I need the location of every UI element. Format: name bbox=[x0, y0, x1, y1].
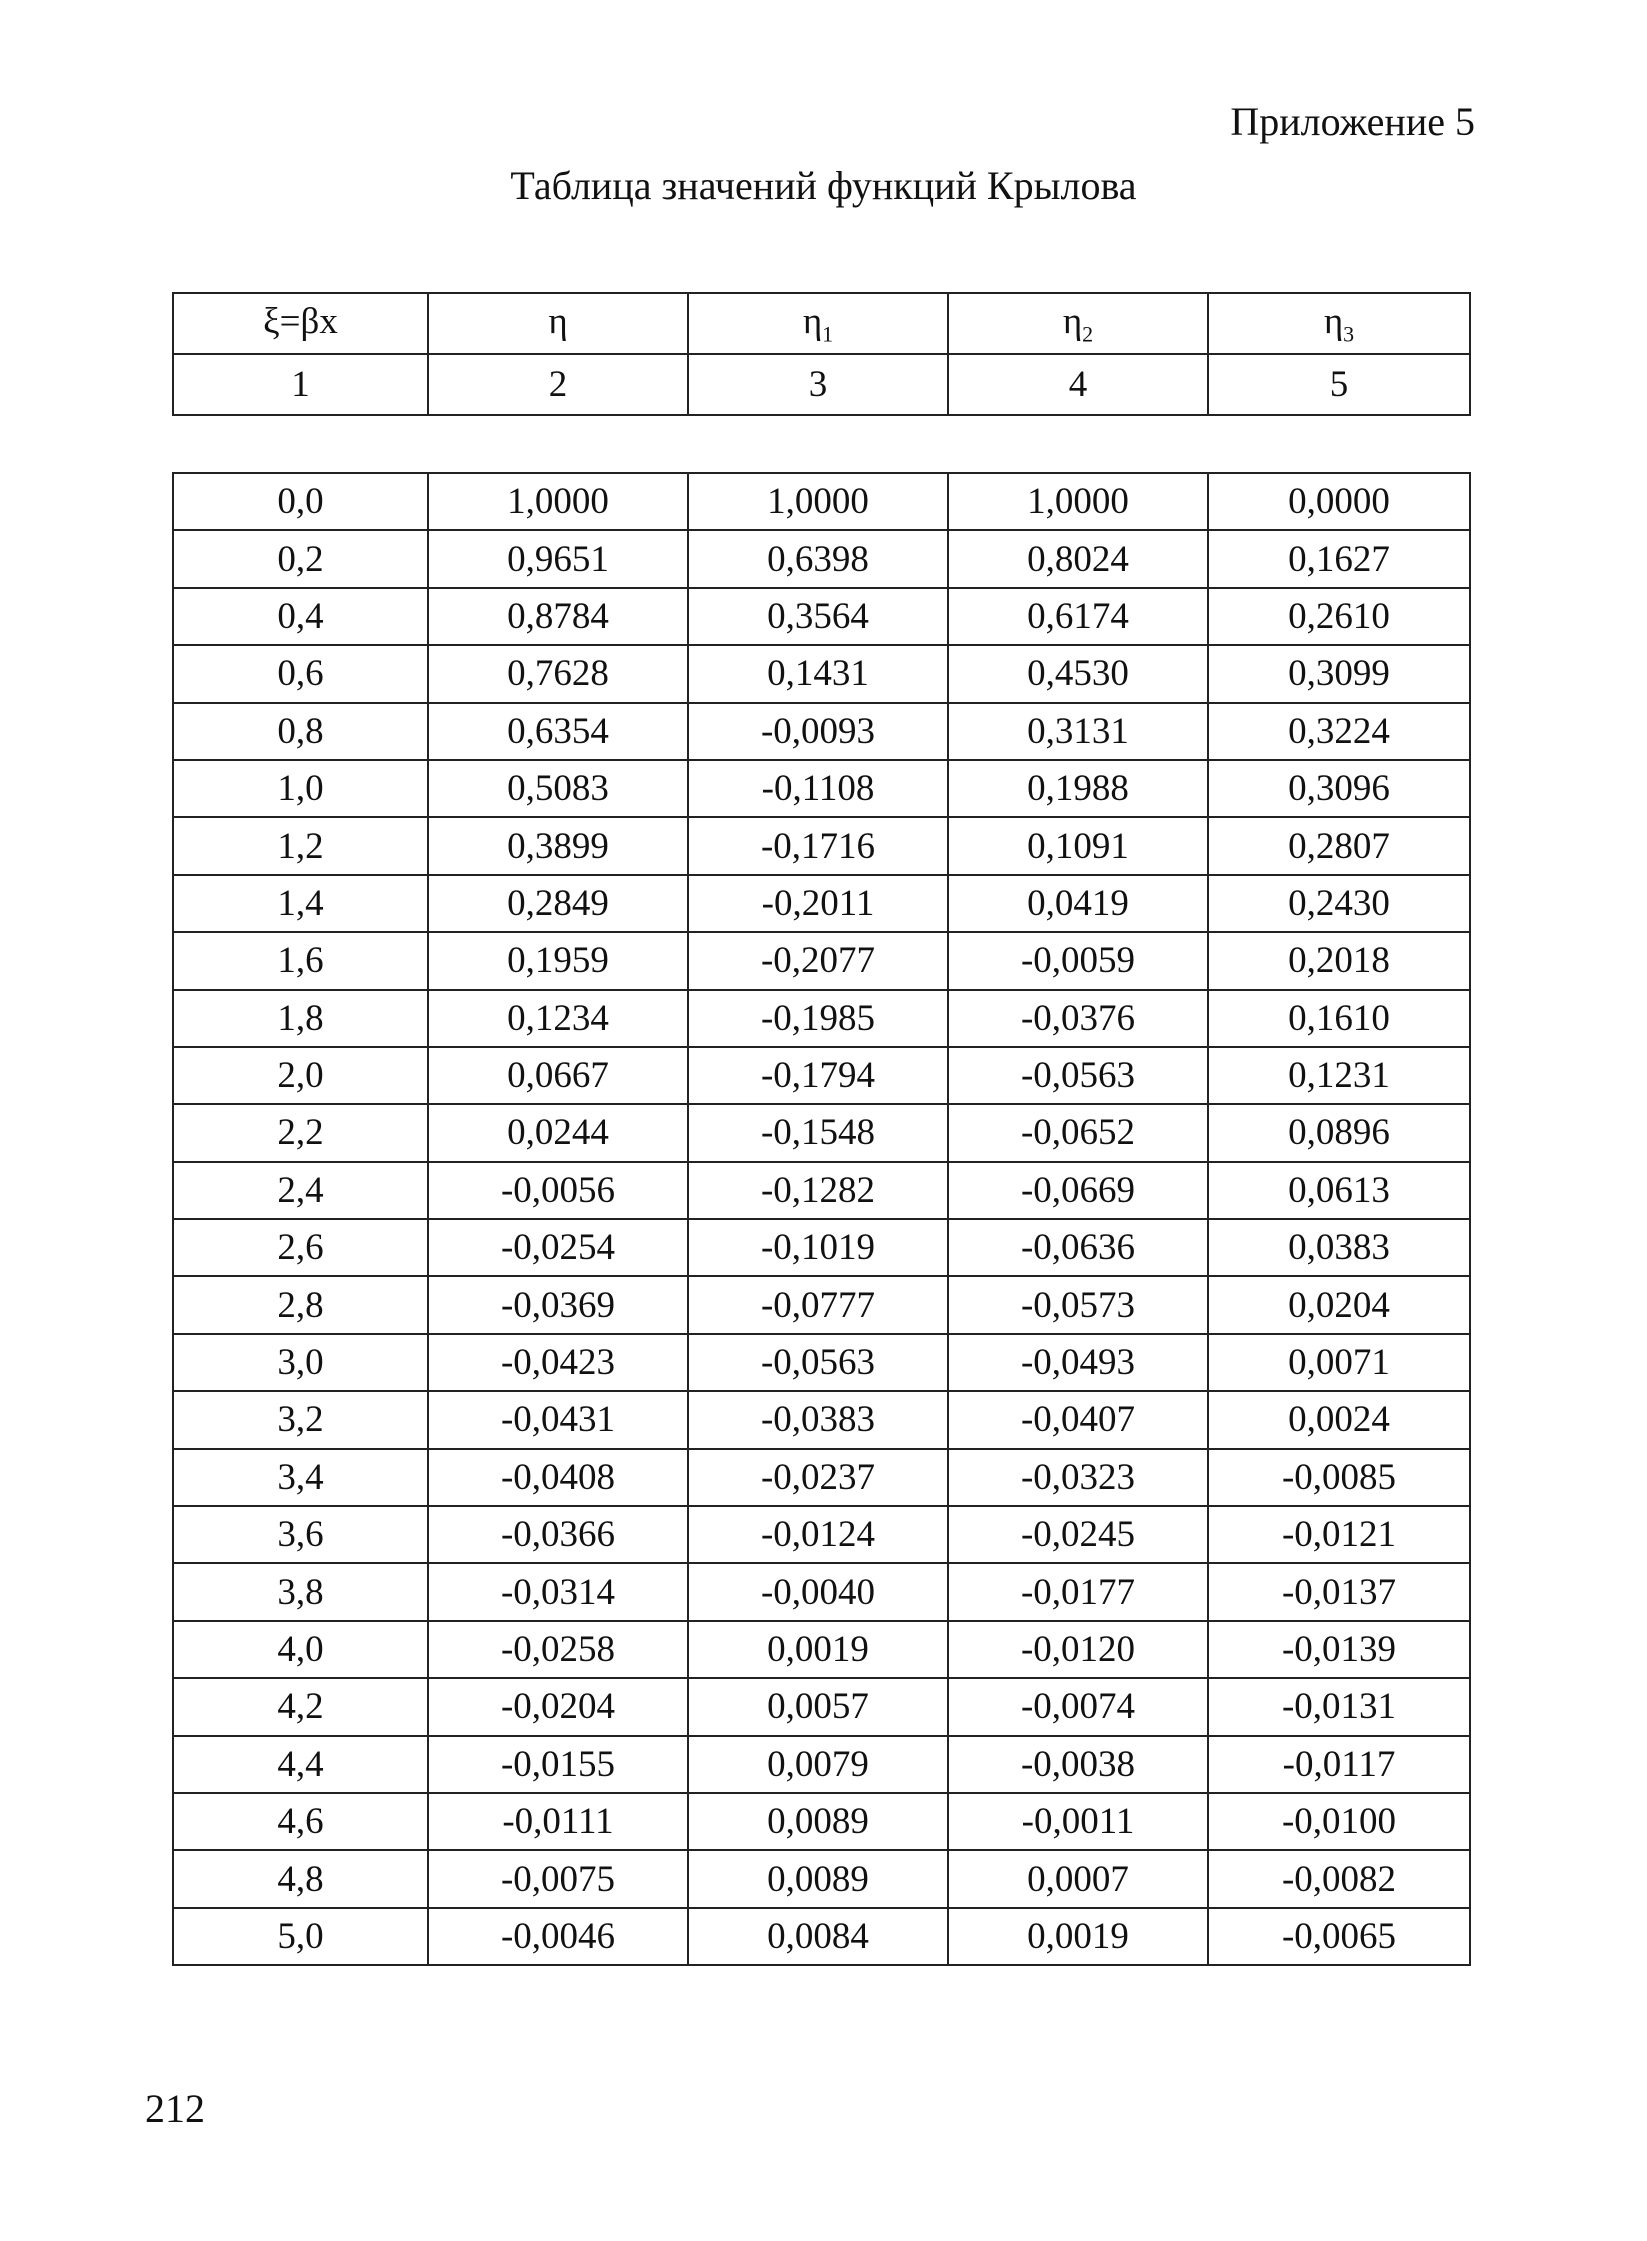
cell-eta-3: 0,0896 bbox=[1208, 1104, 1470, 1161]
cell-eta: -0,0155 bbox=[428, 1736, 688, 1793]
cell-eta-1: -0,1548 bbox=[688, 1104, 948, 1161]
cell-eta: -0,0314 bbox=[428, 1563, 688, 1620]
cell-eta-2: -0,0177 bbox=[948, 1563, 1208, 1620]
cell-eta: 0,6354 bbox=[428, 703, 688, 760]
cell-eta-3: -0,0121 bbox=[1208, 1506, 1470, 1563]
cell-eta: 0,5083 bbox=[428, 760, 688, 817]
cell-eta-3: 0,2018 bbox=[1208, 932, 1470, 989]
cell-eta-3: -0,0139 bbox=[1208, 1621, 1470, 1678]
cell-xi: 1,6 bbox=[173, 932, 428, 989]
cell-eta-3: 0,0071 bbox=[1208, 1334, 1470, 1391]
cell-eta-2: -0,0652 bbox=[948, 1104, 1208, 1161]
cell-eta-1: -0,1108 bbox=[688, 760, 948, 817]
cell-eta-3: -0,0117 bbox=[1208, 1736, 1470, 1793]
cell-eta-1: -0,0777 bbox=[688, 1276, 948, 1333]
cell-xi: 3,8 bbox=[173, 1563, 428, 1620]
cell-eta-3: 0,3096 bbox=[1208, 760, 1470, 817]
table-row bbox=[173, 1104, 1470, 1161]
table-row bbox=[173, 1850, 1470, 1907]
cell-eta-2: 0,1988 bbox=[948, 760, 1208, 817]
cell-eta: -0,0046 bbox=[428, 1908, 688, 1965]
cell-xi: 2,2 bbox=[173, 1104, 428, 1161]
cell-eta: -0,0431 bbox=[428, 1391, 688, 1448]
cell-eta-3: 0,0000 bbox=[1208, 473, 1470, 530]
cell-xi: 2,6 bbox=[173, 1219, 428, 1276]
table-row bbox=[173, 645, 1470, 702]
cell-eta-3: 0,2807 bbox=[1208, 817, 1470, 874]
table-body bbox=[173, 473, 1470, 1965]
cell-eta-2: -0,0493 bbox=[948, 1334, 1208, 1391]
cell-eta-1: 0,0019 bbox=[688, 1621, 948, 1678]
cell-eta-3: 0,2430 bbox=[1208, 875, 1470, 932]
column-number: 3 bbox=[688, 354, 948, 415]
cell-eta-1: -0,1794 bbox=[688, 1047, 948, 1104]
cell-eta: 1,0000 bbox=[428, 473, 688, 530]
cell-eta-2: 0,4530 bbox=[948, 645, 1208, 702]
cell-eta-2: 0,3131 bbox=[948, 703, 1208, 760]
table-row bbox=[173, 473, 1470, 530]
cell-eta: 0,0667 bbox=[428, 1047, 688, 1104]
cell-eta: -0,0204 bbox=[428, 1678, 688, 1735]
table-row bbox=[173, 1736, 1470, 1793]
cell-eta: -0,0056 bbox=[428, 1162, 688, 1219]
cell-eta: 0,0244 bbox=[428, 1104, 688, 1161]
cell-eta: 0,8784 bbox=[428, 588, 688, 645]
cell-eta-3: 0,0613 bbox=[1208, 1162, 1470, 1219]
table-row bbox=[173, 1391, 1470, 1448]
cell-eta-2: -0,0636 bbox=[948, 1219, 1208, 1276]
cell-eta: -0,0366 bbox=[428, 1506, 688, 1563]
cell-xi: 3,6 bbox=[173, 1506, 428, 1563]
cell-eta-1: -0,0040 bbox=[688, 1563, 948, 1620]
cell-eta-1: -0,1985 bbox=[688, 990, 948, 1047]
column-number: 5 bbox=[1208, 354, 1470, 415]
cell-eta-2: -0,0407 bbox=[948, 1391, 1208, 1448]
cell-eta-2: -0,0011 bbox=[948, 1793, 1208, 1850]
cell-xi: 1,8 bbox=[173, 990, 428, 1047]
cell-eta-3: -0,0131 bbox=[1208, 1678, 1470, 1735]
cell-eta-1: 0,0079 bbox=[688, 1736, 948, 1793]
cell-eta-2: -0,0038 bbox=[948, 1736, 1208, 1793]
cell-eta-1: 0,0089 bbox=[688, 1793, 948, 1850]
cell-xi: 5,0 bbox=[173, 1908, 428, 1965]
cell-eta-3: -0,0085 bbox=[1208, 1449, 1470, 1506]
cell-xi: 3,0 bbox=[173, 1334, 428, 1391]
cell-eta-1: -0,0383 bbox=[688, 1391, 948, 1448]
cell-eta-2: 0,8024 bbox=[948, 530, 1208, 587]
cell-xi: 1,4 bbox=[173, 875, 428, 932]
cell-eta-1: -0,2011 bbox=[688, 875, 948, 932]
table-row bbox=[173, 1793, 1470, 1850]
cell-eta-2: 0,1091 bbox=[948, 817, 1208, 874]
cell-eta: 0,1234 bbox=[428, 990, 688, 1047]
header-eta-1: $\eta_1$ bbox=[688, 293, 948, 354]
table-row bbox=[173, 1678, 1470, 1735]
cell-eta-2: 0,0419 bbox=[948, 875, 1208, 932]
cell-eta-2: -0,0059 bbox=[948, 932, 1208, 989]
table-row bbox=[173, 1908, 1470, 1965]
cell-eta-2: 1,0000 bbox=[948, 473, 1208, 530]
cell-xi: 4,0 bbox=[173, 1621, 428, 1678]
cell-eta-2: 0,0019 bbox=[948, 1908, 1208, 1965]
cell-eta: -0,0408 bbox=[428, 1449, 688, 1506]
cell-eta-2: 0,0007 bbox=[948, 1850, 1208, 1907]
cell-eta-3: -0,0137 bbox=[1208, 1563, 1470, 1620]
header-xi: ξ=βx bbox=[173, 293, 428, 354]
cell-eta-3: 0,0204 bbox=[1208, 1276, 1470, 1333]
cell-xi: 4,8 bbox=[173, 1850, 428, 1907]
cell-eta-3: 0,1627 bbox=[1208, 530, 1470, 587]
cell-eta-1: 0,0089 bbox=[688, 1850, 948, 1907]
cell-eta-1: -0,1019 bbox=[688, 1219, 948, 1276]
column-number-row bbox=[173, 354, 1470, 415]
cell-eta: -0,0423 bbox=[428, 1334, 688, 1391]
page-title: Таблица значений функций Крылова bbox=[510, 163, 1137, 208]
table-row bbox=[173, 1047, 1470, 1104]
cell-eta-1: -0,1716 bbox=[688, 817, 948, 874]
cell-eta-1: -0,2077 bbox=[688, 932, 948, 989]
cell-xi: 4,4 bbox=[173, 1736, 428, 1793]
table-row bbox=[173, 875, 1470, 932]
table-row bbox=[173, 530, 1470, 587]
cell-xi: 4,2 bbox=[173, 1678, 428, 1735]
cell-eta-1: -0,0124 bbox=[688, 1506, 948, 1563]
cell-xi: 0,8 bbox=[173, 703, 428, 760]
cell-eta-2: -0,0120 bbox=[948, 1621, 1208, 1678]
column-number: 2 bbox=[428, 354, 688, 415]
cell-xi: 0,4 bbox=[173, 588, 428, 645]
header-eta-3: $\eta_3$ bbox=[1208, 293, 1470, 354]
cell-eta-2: -0,0376 bbox=[948, 990, 1208, 1047]
table-row bbox=[173, 932, 1470, 989]
cell-eta-2: -0,0323 bbox=[948, 1449, 1208, 1506]
cell-eta-1: -0,0237 bbox=[688, 1449, 948, 1506]
cell-eta-2: -0,0563 bbox=[948, 1047, 1208, 1104]
cell-xi: 3,2 bbox=[173, 1391, 428, 1448]
cell-eta-1: -0,1282 bbox=[688, 1162, 948, 1219]
column-number: 1 bbox=[173, 354, 428, 415]
cell-eta: -0,0254 bbox=[428, 1219, 688, 1276]
cell-eta-2: 0,6174 bbox=[948, 588, 1208, 645]
cell-eta-2: -0,0573 bbox=[948, 1276, 1208, 1333]
header-row bbox=[173, 293, 1470, 354]
table-row bbox=[173, 1506, 1470, 1563]
cell-eta-3: -0,0065 bbox=[1208, 1908, 1470, 1965]
table-row bbox=[173, 817, 1470, 874]
cell-xi: 2,0 bbox=[173, 1047, 428, 1104]
cell-xi: 2,8 bbox=[173, 1276, 428, 1333]
table-row bbox=[173, 703, 1470, 760]
cell-eta-3: 0,2610 bbox=[1208, 588, 1470, 645]
table-row bbox=[173, 1449, 1470, 1506]
cell-eta: 0,9651 bbox=[428, 530, 688, 587]
column-number: 4 bbox=[948, 354, 1208, 415]
cell-eta: 0,3899 bbox=[428, 817, 688, 874]
cell-eta-1: 0,0057 bbox=[688, 1678, 948, 1735]
cell-xi: 0,0 bbox=[173, 473, 428, 530]
table-header bbox=[172, 292, 1471, 416]
cell-eta-3: 0,3099 bbox=[1208, 645, 1470, 702]
cell-eta-3: 0,3224 bbox=[1208, 703, 1470, 760]
cell-eta: -0,0258 bbox=[428, 1621, 688, 1678]
appendix-label: Приложение 5 bbox=[1230, 99, 1475, 144]
data-table bbox=[172, 472, 1471, 1966]
table-row bbox=[173, 1563, 1470, 1620]
cell-eta-2: -0,0245 bbox=[948, 1506, 1208, 1563]
table-row bbox=[173, 990, 1470, 1047]
cell-eta-1: -0,0563 bbox=[688, 1334, 948, 1391]
cell-eta-1: 1,0000 bbox=[688, 473, 948, 530]
cell-xi: 1,2 bbox=[173, 817, 428, 874]
cell-eta: 0,2849 bbox=[428, 875, 688, 932]
table-row bbox=[173, 1219, 1470, 1276]
table-row bbox=[173, 1621, 1470, 1678]
page-number: 212 bbox=[145, 2086, 205, 2131]
cell-eta-3: 0,0383 bbox=[1208, 1219, 1470, 1276]
cell-xi: 2,4 bbox=[173, 1162, 428, 1219]
cell-eta-1: 0,3564 bbox=[688, 588, 948, 645]
cell-eta: -0,0369 bbox=[428, 1276, 688, 1333]
cell-eta-1: 0,6398 bbox=[688, 530, 948, 587]
cell-eta-2: -0,0669 bbox=[948, 1162, 1208, 1219]
cell-eta: -0,0075 bbox=[428, 1850, 688, 1907]
cell-xi: 0,6 bbox=[173, 645, 428, 702]
cell-eta-3: 0,1610 bbox=[1208, 990, 1470, 1047]
cell-eta-3: 0,0024 bbox=[1208, 1391, 1470, 1448]
cell-eta-2: -0,0074 bbox=[948, 1678, 1208, 1735]
table-row bbox=[173, 1162, 1470, 1219]
cell-eta-1: 0,0084 bbox=[688, 1908, 948, 1965]
cell-eta: -0,0111 bbox=[428, 1793, 688, 1850]
cell-xi: 0,2 bbox=[173, 530, 428, 587]
table-row bbox=[173, 1334, 1470, 1391]
cell-xi: 4,6 bbox=[173, 1793, 428, 1850]
cell-eta-1: -0,0093 bbox=[688, 703, 948, 760]
header-eta: η bbox=[428, 293, 688, 354]
cell-eta-3: 0,1231 bbox=[1208, 1047, 1470, 1104]
cell-eta-3: -0,0082 bbox=[1208, 1850, 1470, 1907]
table-row bbox=[173, 760, 1470, 817]
cell-xi: 1,0 bbox=[173, 760, 428, 817]
header-eta-2: $\eta_2$ bbox=[948, 293, 1208, 354]
cell-eta-3: -0,0100 bbox=[1208, 1793, 1470, 1850]
cell-eta: 0,1959 bbox=[428, 932, 688, 989]
cell-eta: 0,7628 bbox=[428, 645, 688, 702]
table-row bbox=[173, 1276, 1470, 1333]
cell-xi: 3,4 bbox=[173, 1449, 428, 1506]
table-row bbox=[173, 588, 1470, 645]
cell-eta-1: 0,1431 bbox=[688, 645, 948, 702]
